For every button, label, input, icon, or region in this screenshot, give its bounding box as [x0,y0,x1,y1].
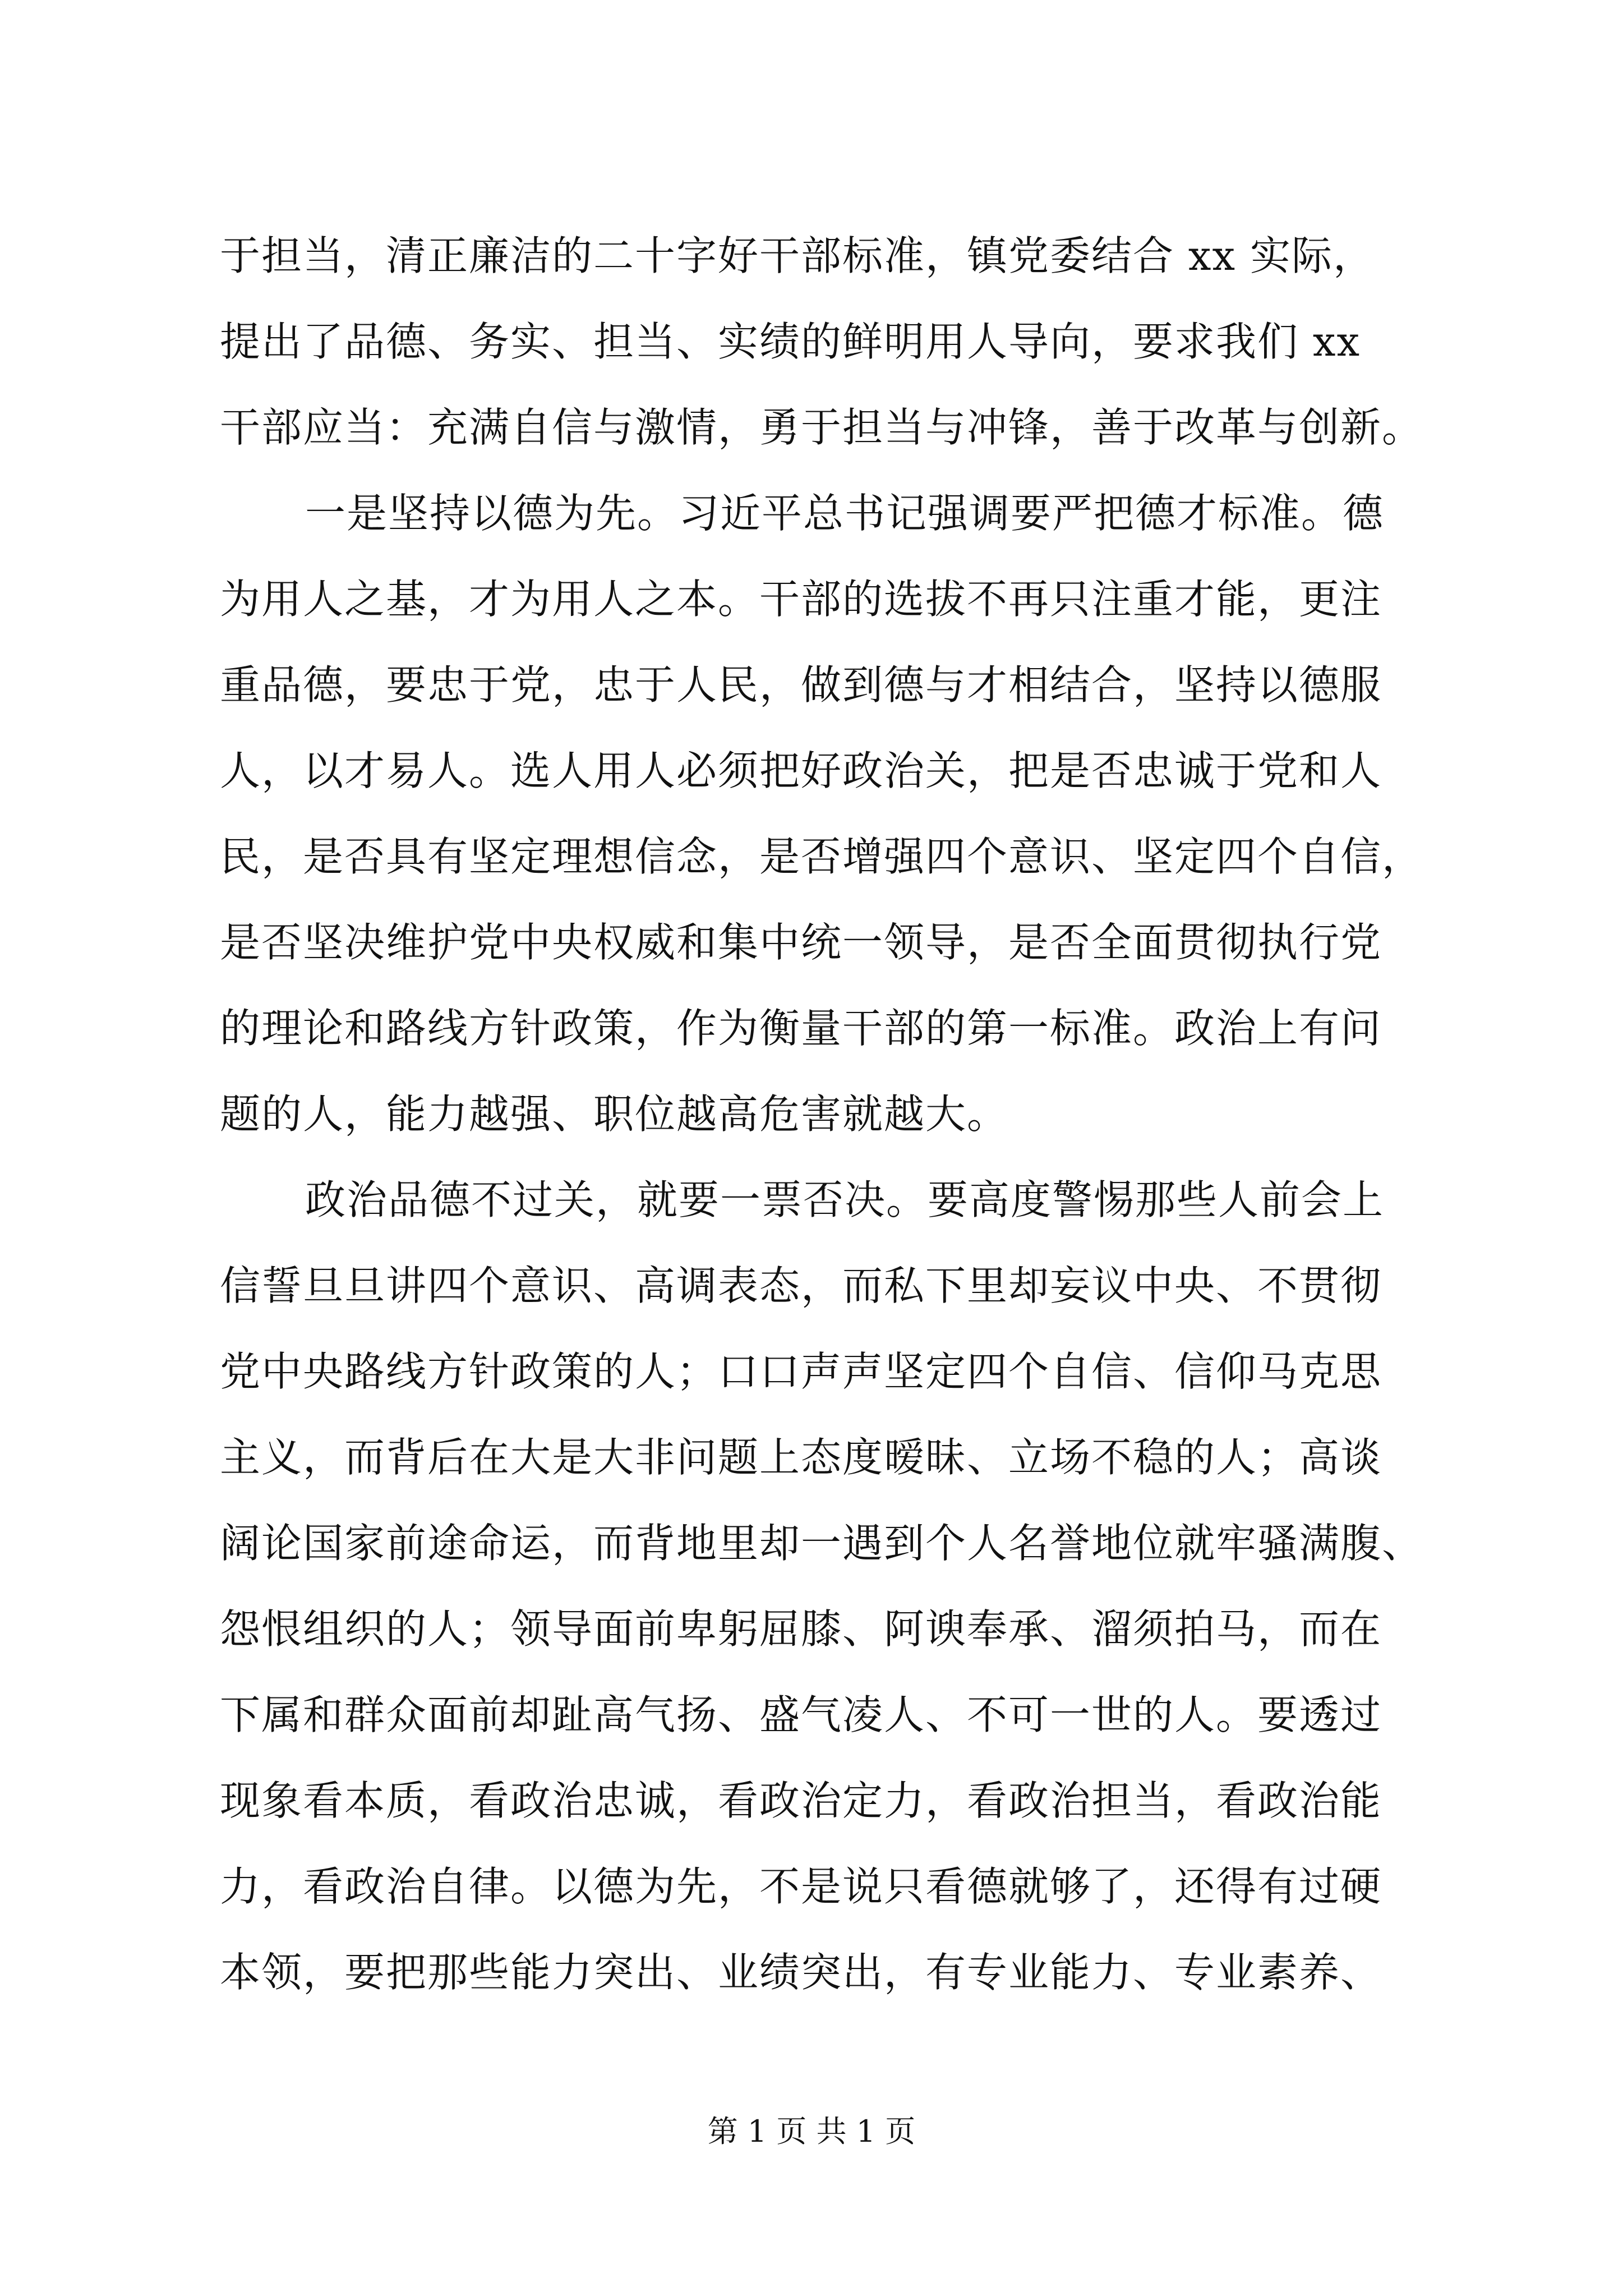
text-line: 本领，要把那些能力突出、业绩突出，有专业能力、专业素养、 [220,1949,1382,1996]
text-line: 题的人，能力越强、职位越高危害就越大。 [220,1091,1009,1138]
text-line: 重品德，要忠于党，忠于人民，做到德与才相结合，坚持以德服 [220,661,1382,708]
text-line: 人，以才易人。选人用人必须把好政治关，把是否忠诚于党和人 [220,747,1382,794]
text-line: 力，看政治自律。以德为先，不是说只看德就够了，还得有过硬 [220,1863,1382,1910]
text-line: 下属和群众面前却趾高气扬、盛气凌人、不可一世的人。要透过 [220,1691,1382,1738]
paragraph-first-line: 一是坚持以德为先。习近平总书记强调要严把德才标准。德 [305,490,1385,537]
text-line: 提出了品德、务实、担当、实绩的鲜明用人导向，要求我们 xx [220,318,1361,365]
text-line: 现象看本质，看政治忠诚，看政治定力，看政治担当，看政治能 [220,1777,1382,1824]
text-line: 怨恨组织的人；领导面前卑躬屈膝、阿谀奉承、溜须拍马，而在 [220,1605,1382,1653]
text-line: 阔论国家前途命运，而背地里却一遇到个人名誉地位就牢骚满腹、 [220,1520,1424,1567]
text-line: 于担当，清正廉洁的二十字好干部标准，镇党委结合 xx 实际， [220,232,1375,279]
text-line: 是否坚决维护党中央权威和集中统一领导，是否全面贯彻执行党 [220,919,1382,966]
text-line: 民，是否具有坚定理想信念，是否增强四个意识、坚定四个自信， [220,833,1424,880]
text-line: 信誓旦旦讲四个意识、高调表态，而私下里却妄议中央、不贯彻 [220,1262,1382,1309]
text-line: 党中央路线方针政策的人；口口声声坚定四个自信、信仰马克思 [220,1348,1382,1395]
page-number-footer: 第 1 页 共 1 页 [707,2114,916,2149]
text-line: 干部应当：充满自信与激情，勇于担当与冲锋，善于改革与创新。 [220,404,1424,451]
paragraph-first-line: 政治品德不过关，就要一票否决。要高度警惕那些人前会上 [305,1176,1385,1223]
text-line: 主义，而背后在大是大非问题上态度暧昧、立场不稳的人；高谈 [220,1434,1382,1481]
text-line: 的理论和路线方针政策，作为衡量干部的第一标准。政治上有问 [220,1005,1382,1052]
text-line: 为用人之基，才为用人之本。干部的选拔不再只注重才能，更注 [220,576,1382,623]
document-body [220,213,1426,2016]
